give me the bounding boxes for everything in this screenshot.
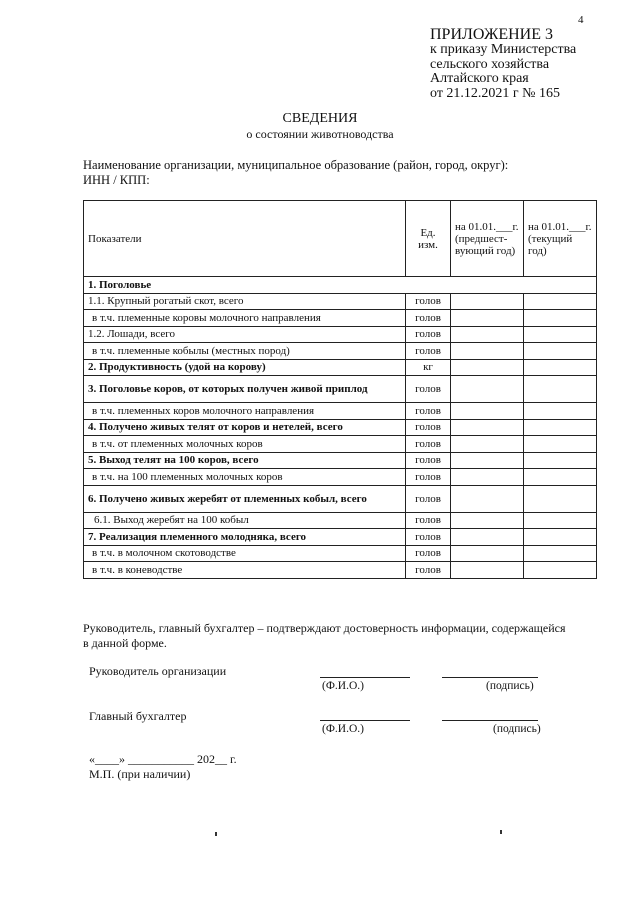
appendix-line-5: от 21.12.2021 г № 165 (430, 85, 561, 101)
row-unit: голов (406, 326, 451, 343)
curr-value-cell[interactable] (524, 376, 597, 403)
header-current-year: на 01.01.___г. (текущий год) (524, 201, 597, 277)
prev-value-cell[interactable] (451, 343, 524, 360)
curr-value-cell[interactable] (524, 436, 597, 453)
row-unit: голов (406, 562, 451, 579)
table-row (84, 310, 597, 327)
curr-value-cell[interactable] (524, 310, 597, 327)
accountant-label: Главный бухгалтер (89, 709, 187, 723)
table-row (84, 545, 597, 562)
row-unit: голов (406, 376, 451, 403)
prev-value-cell[interactable] (451, 452, 524, 469)
prev-value-cell[interactable] (451, 529, 524, 546)
prev-value-cell[interactable] (451, 310, 524, 327)
appendix-line-2: к приказу Министерства (430, 42, 577, 57)
row-unit: кг (406, 359, 451, 376)
row-unit: голов (406, 469, 451, 486)
row-label: 6. Получено живых жеребят от племенных кобыл, всего (84, 485, 406, 512)
row-unit: голов (406, 545, 451, 562)
header-unit: Ед. изм. (406, 201, 451, 277)
stamp-line: М.П. (при наличии) (89, 767, 191, 781)
row-label: в т.ч. племенные коровы молочного направления (84, 310, 406, 327)
row-label: в т.ч. в молочном скотоводстве (84, 545, 406, 562)
row-label: 7. Реализация племенного молодняка, всего (84, 529, 406, 546)
table-row (84, 293, 597, 310)
row-label: в т.ч. в коневодстве (84, 562, 406, 579)
head-label: Руководитель организации (89, 664, 227, 678)
prev-value-cell[interactable] (451, 326, 524, 343)
header-indicator: Показатели (84, 201, 406, 277)
table-row (84, 485, 597, 512)
appendix-line-3: сельского хозяйства (430, 56, 550, 72)
row-label: 4. Получено живых телят от коров и нетелей, всего (84, 419, 406, 436)
prev-value-cell[interactable] (451, 512, 524, 529)
livestock-table (83, 200, 597, 579)
row-unit: голов (406, 403, 451, 420)
curr-value-cell[interactable] (524, 529, 597, 546)
prev-value-cell[interactable] (451, 403, 524, 420)
table-row (84, 343, 597, 360)
prev-value-cell[interactable] (451, 376, 524, 403)
section-herd: 1. Поголовье (84, 277, 597, 294)
document-title: СВЕДЕНИЯ (282, 111, 358, 126)
prev-value-cell[interactable] (451, 545, 524, 562)
appendix-line-4: Алтайского края (430, 71, 529, 86)
curr-value-cell[interactable] (524, 452, 597, 469)
row-unit: голов (406, 293, 451, 310)
head-fio-caption: (Ф.И.О.) (322, 680, 364, 692)
row-label: 3. Поголовье коров, от которых получен живой приплод (84, 376, 406, 403)
accountant-sign-caption: (подпись) (493, 723, 541, 735)
row-label: в т.ч. племенных коров молочного направления (84, 403, 406, 420)
head-fio-line[interactable] (320, 677, 410, 678)
head-sign-line[interactable] (442, 677, 538, 678)
table-row (84, 452, 597, 469)
table-row (84, 326, 597, 343)
confirmation-text: Руководитель, главный бухгалтер – подтверждают достоверность информации, содержащейся в данной форме. (83, 621, 566, 650)
row-unit: голов (406, 436, 451, 453)
prev-value-cell[interactable] (451, 469, 524, 486)
table-header-row (84, 201, 597, 277)
curr-value-cell[interactable] (524, 512, 597, 529)
table-row (84, 562, 597, 579)
prev-value-cell[interactable] (451, 293, 524, 310)
row-label: 5. Выход телят на 100 коров, всего (84, 452, 406, 469)
scan-mark (215, 832, 217, 836)
row-unit: голов (406, 512, 451, 529)
table-row (84, 403, 597, 420)
prev-value-cell[interactable] (451, 436, 524, 453)
prev-value-cell[interactable] (451, 562, 524, 579)
row-unit: голов (406, 419, 451, 436)
curr-value-cell[interactable] (524, 343, 597, 360)
curr-value-cell[interactable] (524, 562, 597, 579)
row-label: 2. Продуктивность (удой на корову) (84, 359, 406, 376)
table-row (84, 529, 597, 546)
prev-value-cell[interactable] (451, 359, 524, 376)
table-row (84, 376, 597, 403)
head-sign-caption: (подпись) (486, 680, 534, 692)
prev-value-cell[interactable] (451, 419, 524, 436)
table-row (84, 436, 597, 453)
row-label: в т.ч. на 100 племенных молочных коров (84, 469, 406, 486)
scan-mark (500, 830, 502, 834)
row-unit: голов (406, 343, 451, 360)
curr-value-cell[interactable] (524, 545, 597, 562)
document-subtitle: о состоянии животноводства (246, 127, 394, 141)
appendix-block (430, 27, 576, 101)
appendix-title: ПРИЛОЖЕНИЕ 3 (430, 26, 554, 43)
organization-line: Наименование организации, муниципальное образование (район, город, округ): (83, 158, 509, 172)
prev-value-cell[interactable] (451, 485, 524, 512)
row-label: в т.ч. от племенных молочных коров (84, 436, 406, 453)
row-unit: голов (406, 485, 451, 512)
table-row (84, 469, 597, 486)
row-label: 1.1. Крупный рогатый скот, всего (84, 293, 406, 310)
accountant-fio-caption: (Ф.И.О.) (322, 723, 364, 735)
row-label: в т.ч. племенные кобылы (местных пород) (84, 343, 406, 360)
accountant-fio-line[interactable] (320, 720, 410, 721)
table-row (84, 512, 597, 529)
table-row (84, 277, 597, 294)
curr-value-cell[interactable] (524, 359, 597, 376)
curr-value-cell[interactable] (524, 326, 597, 343)
row-unit: голов (406, 529, 451, 546)
organization-block (83, 158, 508, 188)
table-row (84, 359, 597, 376)
row-unit: голов (406, 452, 451, 469)
table-row (84, 419, 597, 436)
curr-value-cell[interactable] (524, 293, 597, 310)
row-label: 6.1. Выход жеребят на 100 кобыл (84, 512, 406, 529)
curr-value-cell[interactable] (524, 403, 597, 420)
curr-value-cell[interactable] (524, 469, 597, 486)
row-unit: голов (406, 310, 451, 327)
row-label: 1.2. Лошади, всего (84, 326, 406, 343)
date-line: «____» ___________ 202__ г. (89, 752, 237, 766)
curr-value-cell[interactable] (524, 485, 597, 512)
accountant-sign-line[interactable] (442, 720, 538, 721)
inn-kpp-line: ИНН / КПП: (83, 173, 150, 187)
curr-value-cell[interactable] (524, 419, 597, 436)
header-previous-year: на 01.01.___г. (предшест-вующий год) (451, 201, 524, 277)
page-number: 4 (578, 14, 584, 26)
